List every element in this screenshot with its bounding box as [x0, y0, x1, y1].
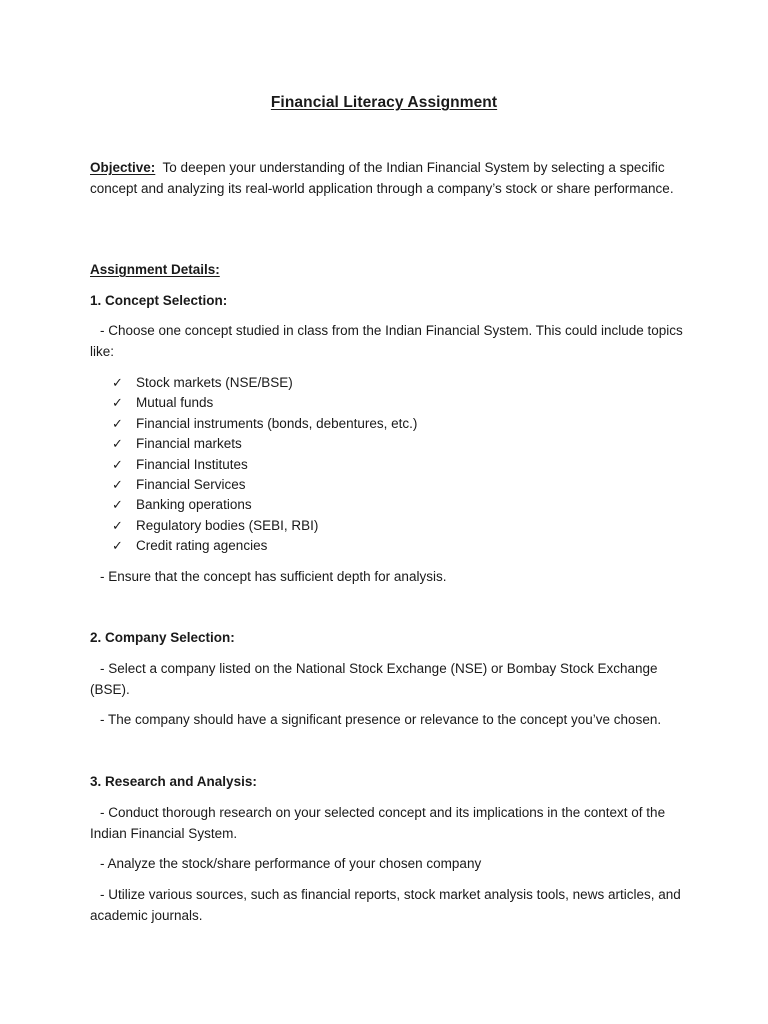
checklist-item: ✓ Banking operations	[112, 495, 417, 515]
checkmark-icon: ✓	[112, 375, 123, 390]
checkmark-icon: ✓	[112, 395, 123, 411]
section-1-outro: - Ensure that the concept has sufficient depth for analysis.	[100, 569, 447, 584]
assignment-details-heading: Assignment Details:	[90, 262, 220, 277]
checkmark-icon: ✓	[112, 476, 123, 492]
section-3-heading: 3. Research and Analysis:	[90, 774, 257, 789]
section-2-heading: 2. Company Selection:	[90, 630, 235, 645]
checklist-item: ✓ Credit rating agencies	[112, 536, 417, 556]
checkmark-icon: ✓	[112, 517, 123, 533]
objective-paragraph	[90, 158, 690, 199]
checklist-item: ✓ Financial Services	[112, 475, 417, 495]
section-1-heading: 1. Concept Selection:	[90, 293, 228, 308]
checklist-item: ✓ Regulatory bodies (SEBI, RBI)	[112, 516, 417, 536]
section-2-paragraph: - The company should have a significant presence or relevance to the concept you’ve chosen.	[100, 712, 662, 727]
checkmark-icon: ✓	[112, 436, 123, 452]
checklist-item: ✓ Financial instruments (bonds, debentures, etc.)	[112, 414, 417, 434]
section-3-paragraph: - Utilize various sources, such as financial reports, stock market analysis tools, news articles, and academic journals.	[90, 887, 681, 923]
checkmark-icon: ✓	[112, 538, 123, 554]
checklist-item: ✓ Mutual funds	[112, 393, 417, 413]
section-3-paragraph: - Analyze the stock/share performance of your chosen company	[100, 856, 482, 871]
concept-checklist	[112, 373, 417, 557]
checkmark-icon: ✓	[112, 497, 123, 513]
document-title: Financial Literacy Assignment	[270, 94, 498, 111]
objective-label: Objective:	[90, 160, 156, 175]
checklist-item: ✓ Financial Institutes	[112, 455, 417, 475]
checklist-item: ✓ Financial markets	[112, 434, 417, 454]
checkmark-icon: ✓	[112, 456, 123, 472]
checkmark-icon: ✓	[112, 415, 123, 431]
section-3-paragraph: - Conduct thorough research on your selected concept and its implications in the context of the Indian Financial System.	[90, 805, 666, 841]
section-2-paragraph: - Select a company listed on the National Stock Exchange (NSE) or Bombay Stock Exchange (BSE).	[90, 661, 658, 697]
objective-text: To deepen your understanding of the Indian Financial System by selecting a specific concept and analyzing its real-world application through a company’s stock or share performance.	[90, 160, 674, 196]
checklist-item: ✓ Stock markets (NSE/BSE)	[112, 373, 417, 393]
section-1-intro: - Choose one concept studied in class from the Indian Financial System. This could include topics like:	[90, 323, 683, 359]
